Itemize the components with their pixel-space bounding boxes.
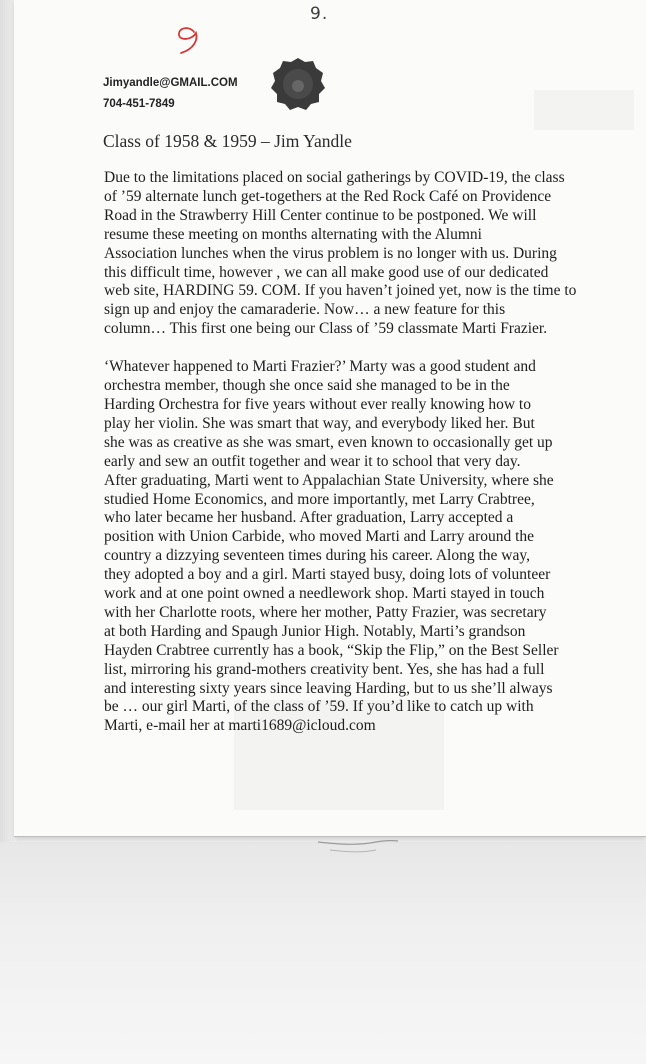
paragraph-1: [104, 169, 577, 339]
bleed-through: [534, 90, 634, 130]
text-line: sign up and enjoy the camaraderie. Now… a new feature for this: [104, 301, 506, 319]
text-line: After graduating, Marti went to Appalachian State University, where she: [104, 471, 554, 489]
contact-block: [103, 73, 238, 115]
text-line: Due to the limitations placed on social gatherings by COVID-19, the class: [104, 169, 565, 186]
text-line: be … our girl Marti, of the class of ’59. If you’d like to catch up with: [104, 698, 534, 716]
text-line: Harding Orchestra for five years without ever really knowing how to: [104, 395, 531, 413]
paragraph-spacer: [104, 339, 574, 358]
text-line: Association lunches when the virus problem is no longer with us. During: [104, 244, 557, 262]
text-line: country a dizzying seventeen times during his career. Along the way,: [104, 547, 530, 565]
text-line: this difficult time, however , we can all make good use of our dedicated: [104, 263, 549, 281]
text-line: resume these meeting on months alternating with the Alumni: [104, 225, 482, 243]
text-line: early and sew an outfit together and wear it to school that very day.: [104, 452, 521, 470]
stamp-seal-icon: [269, 55, 327, 113]
text-line: web site, HARDING 59. COM. If you haven’t joined yet, now is the time to: [104, 282, 577, 300]
paragraph-2: [104, 358, 574, 736]
text-line: she was as creative as she was smart, even known to occasionally get up: [104, 433, 553, 451]
paper-curl-icon: [316, 836, 400, 860]
background-page: [0, 842, 646, 1064]
text-line: and interesting sixty years since leaving Harding, but to us she’ll always: [104, 679, 553, 697]
email-address: Jimyandle@GMAIL.COM: [103, 77, 238, 89]
text-line: at both Harding and Spaugh Junior High. Notably, Marti’s grandson: [104, 622, 526, 640]
text-line: orchestra member, though she once said she managed to be in the: [104, 377, 510, 395]
text-line: Road in the Strawberry Hill Center continue to be postponed. We will: [104, 206, 537, 224]
page-edge-shadow: [0, 0, 14, 842]
text-line: ‘Whatever happened to Marti Frazier?’ Marty was a good student and: [104, 358, 536, 376]
text-line: column… This first one being our Class of ’59 classmate Marti Frazier.: [104, 320, 548, 338]
text-line: Hayden Crabtree currently has a book, “Skip the Flip,” on the Best Seller: [104, 641, 559, 659]
text-line: they adopted a boy and a girl. Marti stayed busy, doing lots of volunteer: [104, 566, 551, 584]
text-line: studied Home Economics, and more importantly, met Larry Crabtree,: [104, 490, 535, 508]
text-line: list, mirroring his grand-mothers creativity bent. Yes, she has had a full: [104, 660, 545, 678]
text-line: position with Union Carbide, who moved Marti and Larry around the: [104, 528, 535, 546]
page-number: 9.: [310, 4, 329, 24]
article-title: Class of 1958 & 1959 – Jim Yandle: [103, 131, 352, 151]
text-line: who later became her husband. After graduation, Larry accepted a: [104, 509, 514, 527]
text-line: work and at one point owned a needlework shop. Marti stayed in touch: [104, 585, 545, 603]
phone-number: 704-451-7849: [103, 98, 175, 110]
text-line: Marti, e-mail her at marti1689@icloud.com: [104, 717, 376, 735]
handwritten-mark-icon: [172, 24, 206, 56]
text-line: play her violin. She was smart that way, and everybody liked her. But: [104, 414, 535, 432]
article-body: [104, 169, 577, 736]
text-line: with her Charlotte roots, where her mother, Patty Frazier, was secretary: [104, 603, 547, 621]
text-line: of ’59 alternate lunch get-togethers at the Red Rock Café on Providence: [104, 187, 552, 205]
